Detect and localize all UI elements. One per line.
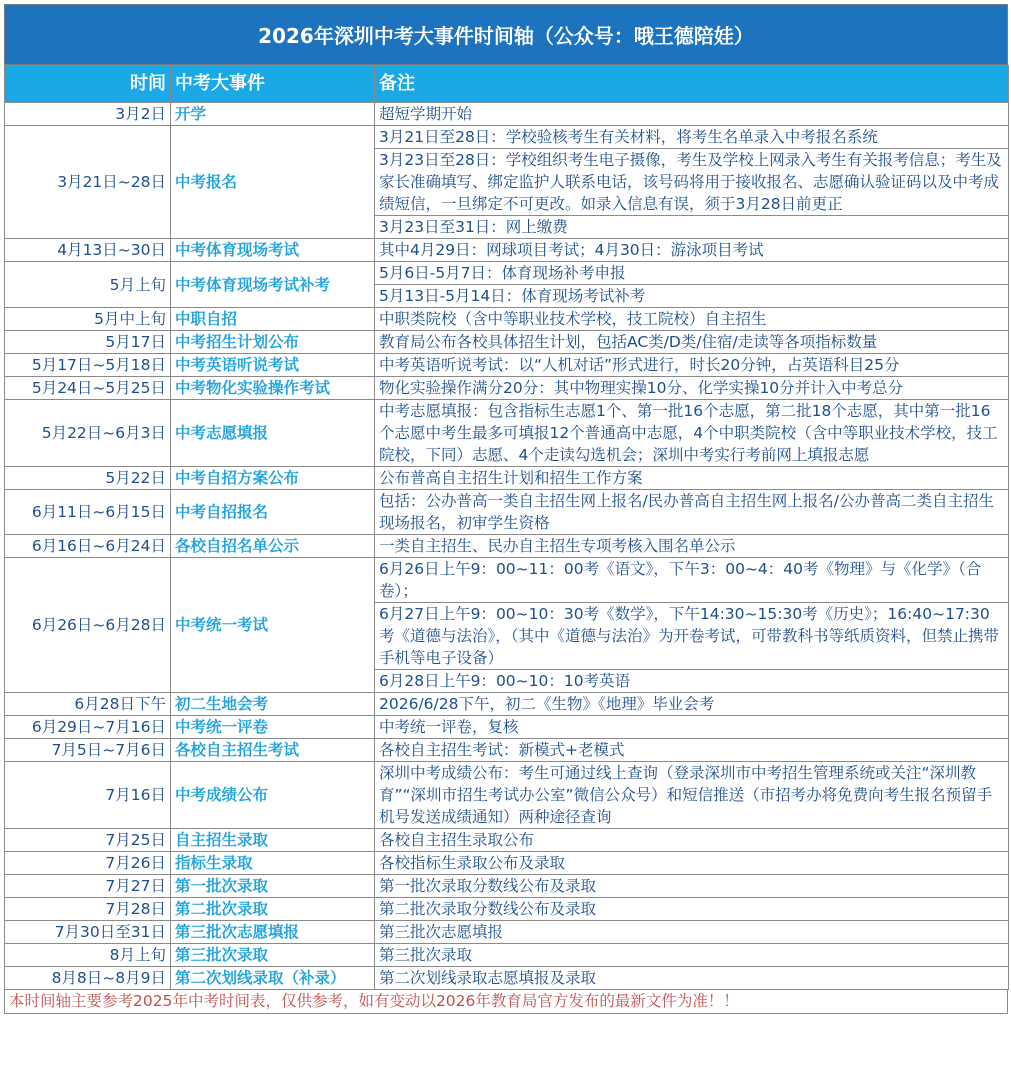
cell-time: 5月中上旬 [5, 308, 171, 331]
cell-event: 中考物化实验操作考试 [171, 377, 375, 400]
cell-event: 指标生录取 [171, 852, 375, 875]
cell-time: 5月17日 [5, 331, 171, 354]
cell-note: 中考统一评卷，复核 [375, 716, 1009, 739]
table-row [5, 944, 1009, 967]
cell-time: 7月26日 [5, 852, 171, 875]
cell-note: 6月27日上午9：00~10：30考《数学》，下午14:30~15:30考《历史》；16:40~17:30考《道德与法治》，（其中《道德与法治》为开卷考试，可带教科书等纸质资料，但禁止携带手机等电子设备） [375, 603, 1009, 670]
cell-note: 其中4月29日：网球项目考试；4月30日：游泳项目考试 [375, 239, 1009, 262]
cell-time: 7月25日 [5, 829, 171, 852]
cell-note: 各校自主招生录取公布 [375, 829, 1009, 852]
table-row [5, 467, 1009, 490]
cell-event: 中考自招报名 [171, 490, 375, 535]
cell-note: 各校自主招生考试：新模式+老模式 [375, 739, 1009, 762]
table-row [5, 400, 1009, 467]
cell-event: 第一批次录取 [171, 875, 375, 898]
cell-time: 7月30日至31日 [5, 921, 171, 944]
cell-event: 第二批次录取 [171, 898, 375, 921]
cell-note: 3月23日至28日：学校组织考生电子摄像，考生及学校上网录入考生有关报考信息；考生及家长准确填写、绑定监护人联系电话，该号码将用于接收报名、志愿确认验证码以及中考成绩短信，一旦绑定不可更改。如录入信息有误，须于3月28日前更正 [375, 149, 1009, 216]
cell-note: 第一批次录取分数线公布及录取 [375, 875, 1009, 898]
table-row [5, 490, 1009, 535]
cell-event: 中考志愿填报 [171, 400, 375, 467]
cell-note: 第三批次录取 [375, 944, 1009, 967]
cell-time: 3月21日~28日 [5, 126, 171, 239]
table-row [5, 898, 1009, 921]
table-row [5, 103, 1009, 126]
table-row [5, 558, 1009, 603]
cell-note: 中考英语听说考试：以“人机对话”形式进行，时长20分钟，占英语科目25分 [375, 354, 1009, 377]
table-row [5, 354, 1009, 377]
table-row [5, 693, 1009, 716]
cell-event: 第三批次志愿填报 [171, 921, 375, 944]
header-time: 时间 [5, 66, 171, 103]
cell-note: 教育局公布各校具体招生计划，包括AC类/D类/住宿/走读等各项指标数量 [375, 331, 1009, 354]
cell-note: 3月21日至28日：学校验核考生有关材料，将考生名单录入中考报名系统 [375, 126, 1009, 149]
cell-event: 初二生地会考 [171, 693, 375, 716]
cell-event: 各校自主招生考试 [171, 739, 375, 762]
cell-event: 中职自招 [171, 308, 375, 331]
table-row [5, 739, 1009, 762]
cell-event: 开学 [171, 103, 375, 126]
cell-time: 8月上旬 [5, 944, 171, 967]
table-row [5, 262, 1009, 285]
cell-time: 5月17日~5月18日 [5, 354, 171, 377]
cell-note: 5月13日-5月14日：体育现场考试补考 [375, 285, 1009, 308]
cell-time: 8月8日~8月9日 [5, 967, 171, 990]
cell-event: 中考英语听说考试 [171, 354, 375, 377]
cell-event: 中考招生计划公布 [171, 331, 375, 354]
cell-time: 7月27日 [5, 875, 171, 898]
cell-event: 第二次划线录取（补录） [171, 967, 375, 990]
footer-disclaimer: 本时间轴主要参考2025年中考时间表，仅供参考，如有变动以2026年教育局官方发布的最新文件为准！！ [4, 990, 1008, 1014]
table-header-row [5, 66, 1009, 103]
cell-time: 6月26日~6月28日 [5, 558, 171, 693]
cell-note: 2026/6/28下午，初二《生物》《地理》毕业会考 [375, 693, 1009, 716]
cell-event: 自主招生录取 [171, 829, 375, 852]
cell-event: 中考统一评卷 [171, 716, 375, 739]
cell-note: 第二批次录取分数线公布及录取 [375, 898, 1009, 921]
cell-note: 包括：公办普高一类自主招生网上报名/民办普高自主招生网上报名/公办普高二类自主招生现场报名，初审学生资格 [375, 490, 1009, 535]
cell-event: 中考自招方案公布 [171, 467, 375, 490]
cell-note: 3月23日至31日：网上缴费 [375, 216, 1009, 239]
cell-time: 6月11日~6月15日 [5, 490, 171, 535]
cell-time: 5月22日 [5, 467, 171, 490]
cell-note: 物化实验操作满分20分：其中物理实操10分、化学实操10分并计入中考总分 [375, 377, 1009, 400]
table-row [5, 716, 1009, 739]
timeline-table [4, 65, 1009, 990]
cell-event: 各校自招名单公示 [171, 535, 375, 558]
cell-event: 第三批次录取 [171, 944, 375, 967]
cell-time: 7月28日 [5, 898, 171, 921]
cell-note: 第三批次志愿填报 [375, 921, 1009, 944]
table-row [5, 762, 1009, 829]
cell-note: 一类自主招生、民办自主招生专项考核入围名单公示 [375, 535, 1009, 558]
table-row [5, 331, 1009, 354]
cell-note: 6月26日上午9：00~11：00考《语文》，下午3：00~4：40考《物理》与《化学》（合卷）； [375, 558, 1009, 603]
table-row [5, 875, 1009, 898]
table-row [5, 535, 1009, 558]
table-row [5, 921, 1009, 944]
table-row [5, 852, 1009, 875]
table-row [5, 829, 1009, 852]
cell-note: 5月6日-5月7日：体育现场补考申报 [375, 262, 1009, 285]
page-title: 2026年深圳中考大事件时间轴（公众号：哦王德陪娃） [4, 4, 1008, 65]
table-row [5, 239, 1009, 262]
cell-time: 4月13日~30日 [5, 239, 171, 262]
cell-note: 6月28日上午9：00~10：10考英语 [375, 670, 1009, 693]
cell-event: 中考体育现场考试 [171, 239, 375, 262]
cell-time: 7月16日 [5, 762, 171, 829]
table-row [5, 126, 1009, 149]
table-body [5, 103, 1009, 990]
cell-note: 各校指标生录取公布及录取 [375, 852, 1009, 875]
cell-time: 6月29日~7月16日 [5, 716, 171, 739]
cell-time: 6月16日~6月24日 [5, 535, 171, 558]
cell-note: 公布普高自主招生计划和招生工作方案 [375, 467, 1009, 490]
cell-time: 5月22日~6月3日 [5, 400, 171, 467]
cell-event: 中考统一考试 [171, 558, 375, 693]
cell-note: 超短学期开始 [375, 103, 1009, 126]
cell-note: 第二次划线录取志愿填报及录取 [375, 967, 1009, 990]
cell-note: 中职类院校（含中等职业技术学校，技工院校）自主招生 [375, 308, 1009, 331]
cell-time: 7月5日~7月6日 [5, 739, 171, 762]
header-note: 备注 [375, 66, 1009, 103]
table-row [5, 308, 1009, 331]
cell-event: 中考成绩公布 [171, 762, 375, 829]
cell-time: 5月上旬 [5, 262, 171, 308]
table-row [5, 377, 1009, 400]
cell-event: 中考体育现场考试补考 [171, 262, 375, 308]
header-event: 中考大事件 [171, 66, 375, 103]
cell-time: 6月28日下午 [5, 693, 171, 716]
timeline-sheet [4, 4, 1008, 1014]
cell-note: 中考志愿填报：包含指标生志愿1个、第一批16个志愿，第二批18个志愿，其中第一批16个志愿中考生最多可填报12个普通高中志愿，4个中职类院校（含中等职业技术学校，技工院校，下同）志愿、4个走读勾选机会；深圳中考实行考前网上填报志愿 [375, 400, 1009, 467]
cell-note: 深圳中考成绩公布：考生可通过线上查询（登录深圳市中考招生管理系统或关注“深圳教育”“深圳市招生考试办公室”微信公众号）和短信推送（市招考办将免费向考生报名预留手机号发送成绩通知）两种途径查询 [375, 762, 1009, 829]
cell-time: 3月2日 [5, 103, 171, 126]
cell-time: 5月24日~5月25日 [5, 377, 171, 400]
table-row [5, 967, 1009, 990]
cell-event: 中考报名 [171, 126, 375, 239]
